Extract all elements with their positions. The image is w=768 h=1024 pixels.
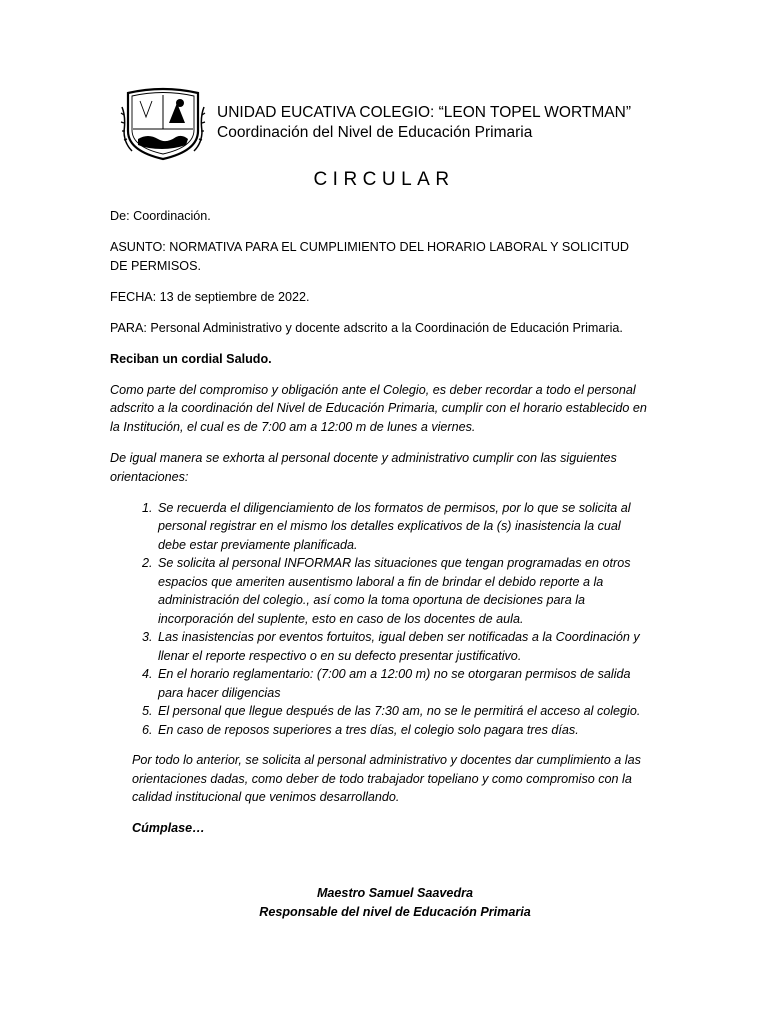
document-body (110, 207, 650, 850)
greeting: Reciban un cordial Saludo. (110, 351, 272, 366)
department-name: Coordinación del Nivel de Educación Primaria (217, 124, 533, 141)
orientations-list (110, 499, 650, 740)
list-item: 6. En caso de reposos superiores a tres días, el colegio solo pagara tres días. (156, 721, 650, 740)
signer-name: Maestro Samuel Saavedra (316, 886, 474, 900)
document-title: CIRCULAR (313, 169, 455, 190)
school-crest-logo (120, 87, 206, 163)
school-name: UNIDAD EUCATIVA COLEGIO: “LEON TOPEL WORTMAN” (217, 104, 631, 121)
signer-role: Responsable del nivel de Educación Primaria (259, 904, 531, 919)
from-line: De: Coordinación. (110, 209, 211, 223)
date-line: FECHA: 13 de septiembre de 2022. (110, 289, 310, 304)
list-item: 3. Las inasistencias por eventos fortuitos, igual deben ser notificadas a la Coordinación y llenar el reporte respectivo o en su defecto presentar justificativo. (156, 628, 650, 665)
to-line: PARA: Personal Administrativo y docente adscrito a la Coordinación de Educación Primaria. (110, 320, 623, 335)
paragraph-intro: Como parte del compromiso y obligación ante el Colegio, es deber recordar a todo el personal adscrito a la coordinación del Nivel de Educación Primaria, cumplir con el horario establecido en la Institución, el cual es de 7:00 am a 12:00 m de lunes a viernes. (110, 382, 647, 434)
list-item: 2. Se solicita al personal INFORMAR las situaciones que tengan programadas en otros espacios que ameriten ausentismo laboral a fin de brindar el debido reporte a la administración del colegio., así como la toma oportuna de decisiones para la incorporación del suplente, esto en caso de los docentes de aula. (156, 554, 650, 628)
paragraph-orientations: De igual manera se exhorta al personal docente y administrativo cumplir con las siguientes orientaciones: (110, 451, 617, 484)
list-item: 1. Se recuerda el diligenciamiento de los formatos de permisos, por lo que se solicita al personal registrar en el mismo los detalles explicativos de la (s) inasistencia la cual debe estar previamente planificada. (156, 499, 650, 555)
subject-line: ASUNTO: NORMATIVA PARA EL CUMPLIMIENTO DEL HORARIO LABORAL Y SOLICITUD DE PERMISOS. (110, 240, 630, 273)
cumplase: Cúmplase… (132, 821, 205, 836)
closing-paragraph: Por todo lo anterior, se solicita al personal administrativo y docentes dar cumplimiento a las orientaciones dadas, como deber de todo trabajador topeliano y como compromiso con la calidad institucional que venimos desarrollando. (132, 753, 641, 805)
signature-block (0, 884, 768, 921)
letterhead (217, 103, 631, 143)
list-item: 4. En el horario reglamentario: (7:00 am a 12:00 m) no se otorgaran permisos de salida para hacer diligencias (156, 665, 650, 702)
list-item: 5. El personal que llegue después de las 7:30 am, no se le permitirá el acceso al colegio. (156, 702, 650, 721)
